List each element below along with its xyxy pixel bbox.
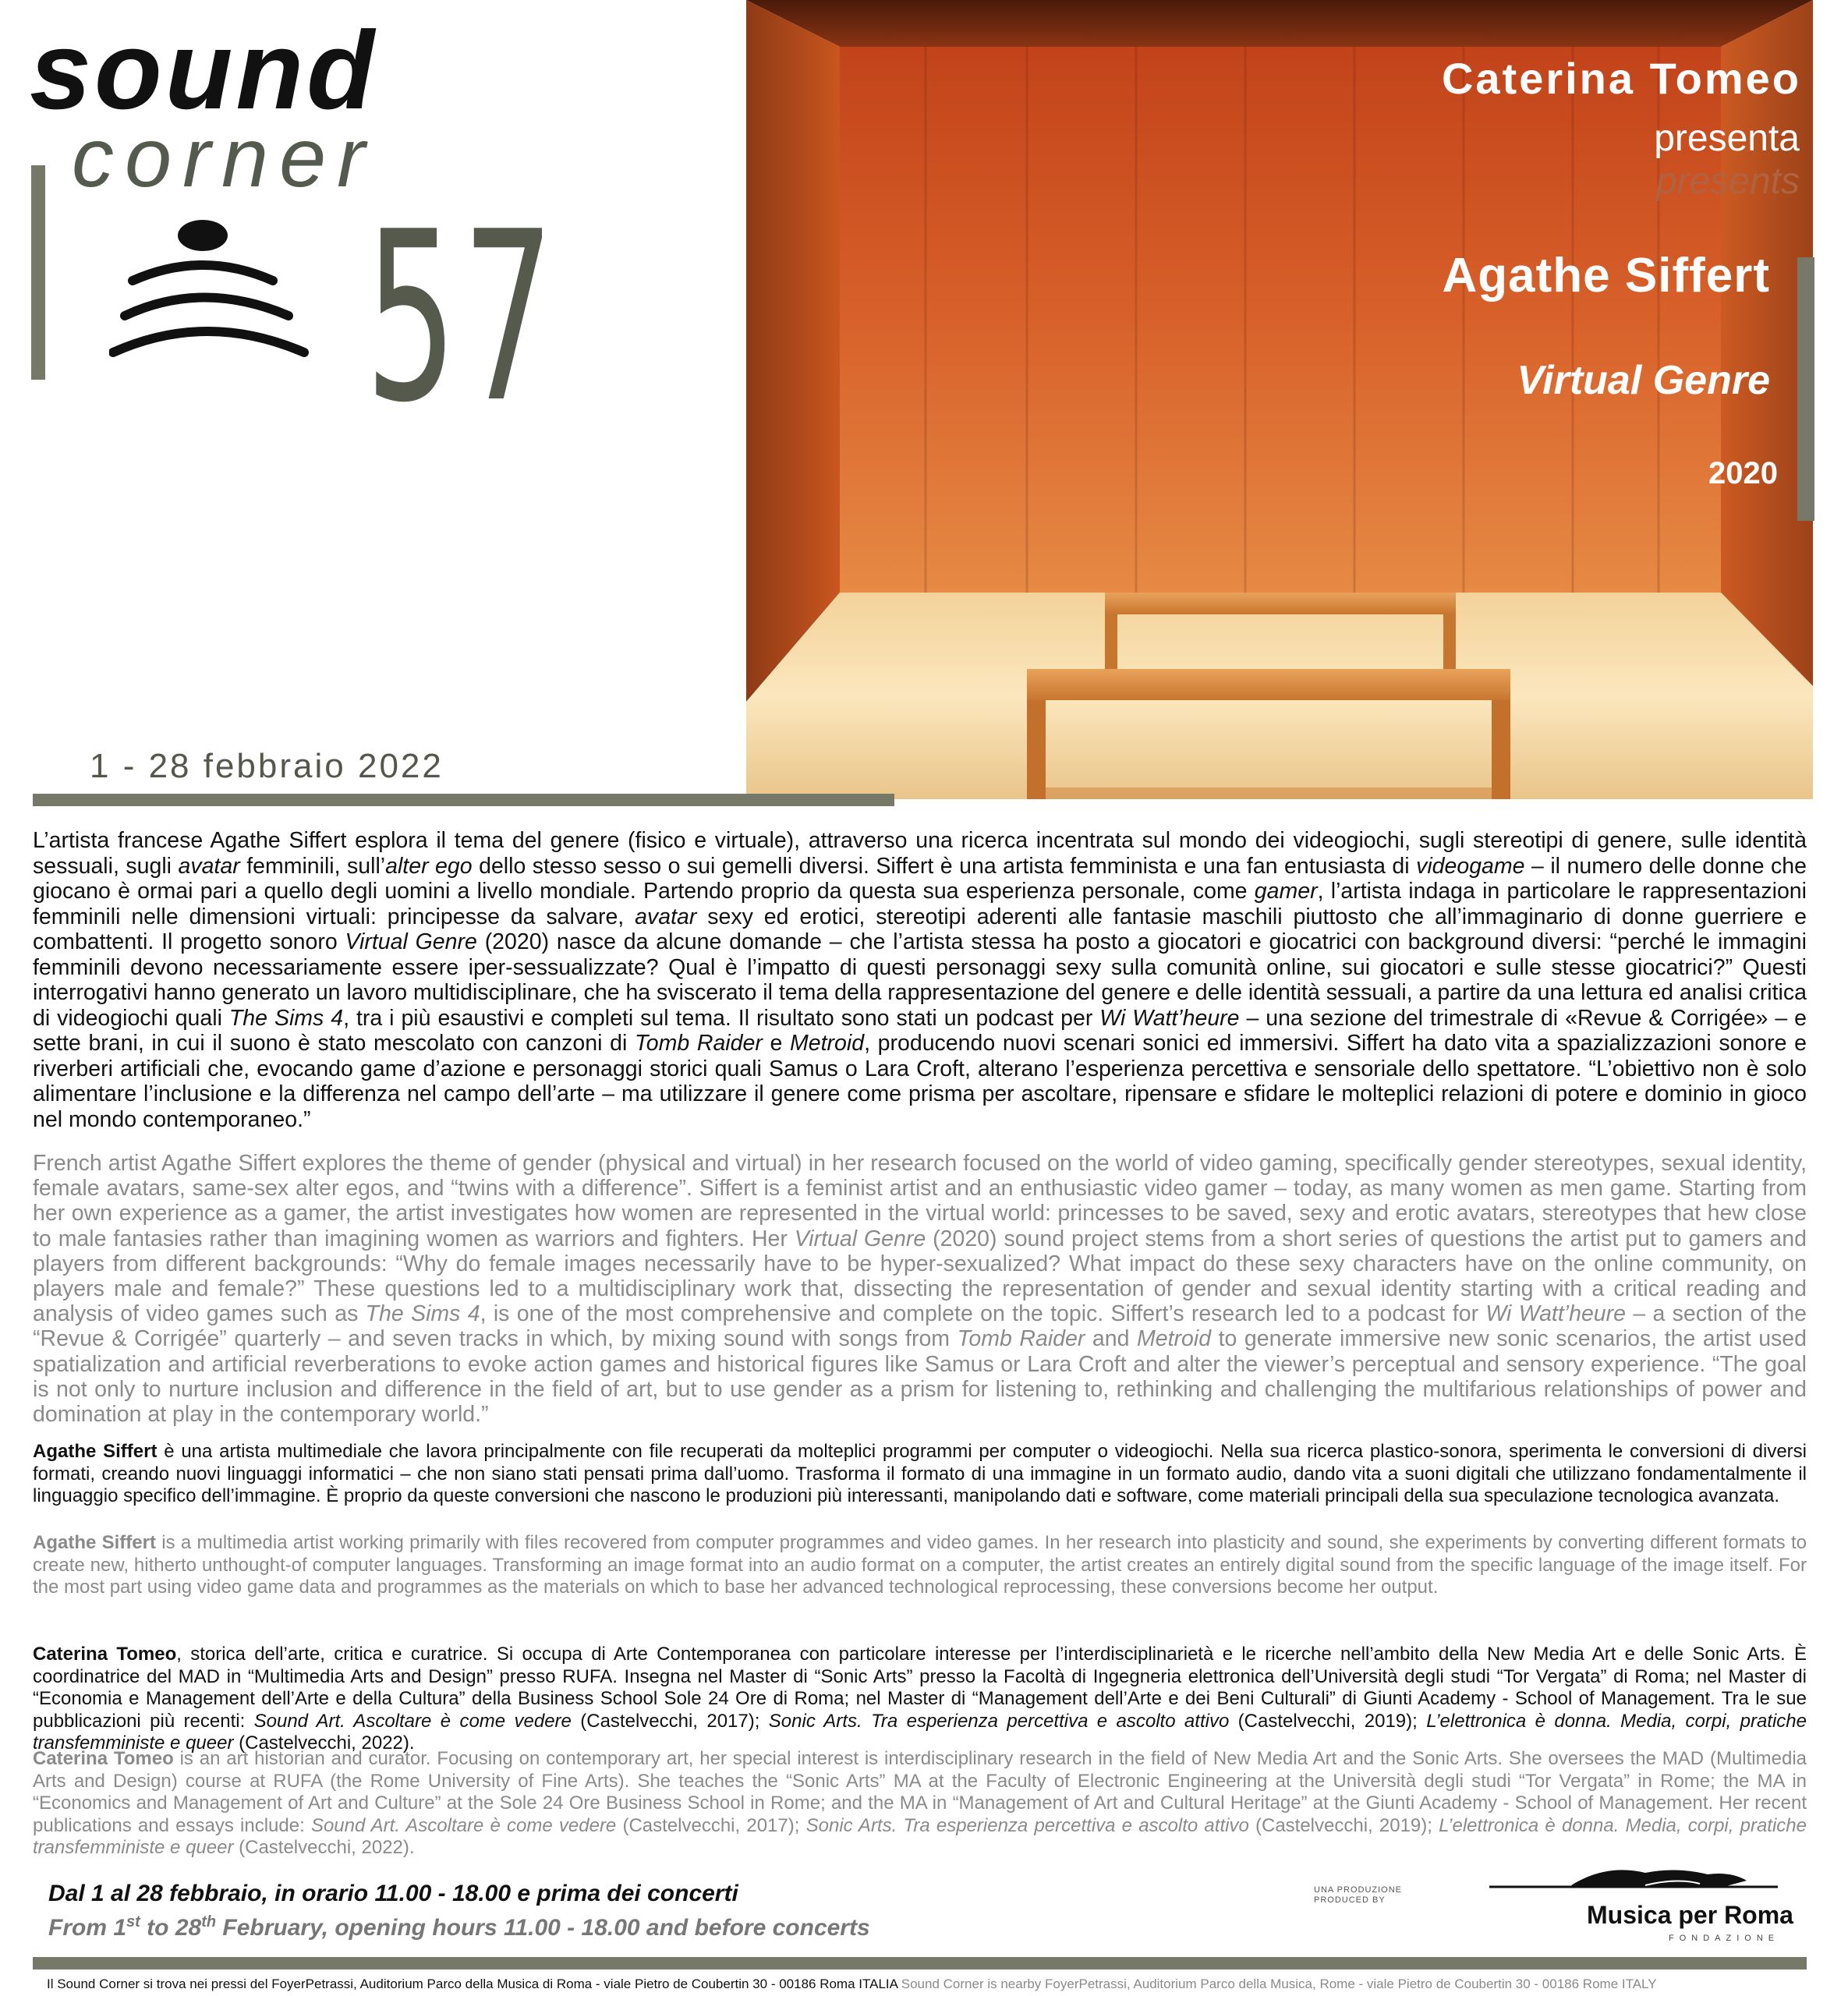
- presenta-label: presenta: [1654, 118, 1800, 159]
- footer-divider: [33, 1957, 1807, 1969]
- side-accent-bar: [1797, 257, 1814, 521]
- exhibition-dates: 1 - 28 febbraio 2022: [90, 747, 444, 785]
- production-label: UNA PRODUZIONE PRODUCED BY: [1314, 1885, 1403, 1905]
- logo-vertical-bar: [31, 165, 45, 380]
- description-english: French artist Agathe Siffert explores the theme of gender (physical and virtual) in her research focused on the world of video gaming, specifically gender stereotypes, sexual identity, female avatars, same-sex alter egos, and “twins with a difference”. Siffert is a feminist artist and an enthusiastic video gamer – today, as many women as men game. Starting from her own experience as a gamer, the artist investigates how women are represented in the virtual world: princesses to be saved, sexy and erotic avatars, stereotypes that hew close to male fantasies rather than imagining women as warriors and fighters. Her Virtual Genre (2020) sound project stems from a short series of questions the artist put to gamers and players from different backgrounds: “Why do female images necessarily have to be hyper-sexualized? What impact do these sexy characters have on the online community, on players male and female?” These questions led to a multidisciplinary work that, dissecting the representation of gender and sexual identity starting with a critical reading and analysis of video games such as The Sims 4, is one of the most comprehensive and complete on the topic. Siffert’s research led to a podcast for Wi Watt’heure – a section of the “Revue & Corrigée” quarterly – and seven tracks in which, by mixing sound with songs from Tomb Raider and Metroid to generate immersive new sonic scenarios, the artist used spatialization and artificial reverberations to evoke action games and historical figures like Samus or Lara Croft and alter the viewer’s perceptual and sensory experience. “The goal is not only to nurture inclusion and difference in the field of art, but to use gender as a prism for listening to, rethinking and challenging the multifarious relationships of power and domination at play in the contemporary world.”: [33, 1151, 1807, 1428]
- opening-hours-italian: Dal 1 al 28 febbraio, in orario 11.00 - 18.00 e prima dei concerti: [48, 1881, 738, 1906]
- venue-address-english: Sound Corner is nearby FoyerPetrassi, Auditorium Parco della Musica, Rome - viale Pietro de Coubertin 30 - 00186 Rome ITALY: [901, 1977, 1657, 1991]
- producer-name: Musica per Roma: [1587, 1901, 1793, 1929]
- description-italian: L’artista francese Agathe Siffert esplora il tema del genere (fisico e virtuale), attraverso una ricerca incentrata sul mondo dei videogiochi, sugli stereotipi di genere, sulle identità sessuali, sugli avatar femminili, sull’alter ego dello stesso sesso o sui gemelli diversi. Siffert è una artista femminista e una fan entusiasta di videogame – il numero delle donne che giocano è ormai pari a quello degli uomini a livello mondiale. Partendo proprio da questa sua esperienza personale, come gamer, l’artista indaga in particolare le rappresentazioni femminili nelle dimensioni virtuali: principesse da salvare, avatar sexy ed erotici, stereotipi aderenti alle fantasie maschili piuttosto che all’immaginario di donne guerriere e combattenti. Il progetto sonoro Virtual Genre (2020) nasce da alcune domande – che l’artista stessa ha posto a giocatori e giocatrici con background diversi: “perché le immagini femminili devono necessariamente essere iper-sessualizzate? Qual è l’impatto di questi personaggi sexy sulla comunità online, sui giocatori e sulle stesse giocatrici?” Questi interrogativi hanno generato un lavoro multidisciplinare, che ha sviscerato il tema della rappresentazione del genere e delle identità sessuali, a partire da una lettura ed analisi critica di videogiochi quali The Sims 4, tra i più esaustivi e completi sul tema. Il risultato sono stati un podcast per Wi Watt’heure – una sezione del trimestrale di «Revue & Corrigée» – e sette brani, in cui il suono è stato mescolato con canzoni di Tomb Raider e Metroid, producendo nuovi scenari sonici ed immersivi. Siffert ha dato vita a spazializzazioni sonore e riverberi artificiali che, evocando game d’azione e personaggi storici quali Samus o Lara Croft, alterano l’esperienza percettiva e sensoriale dello spettatore. “L’obiettivo non è solo alimentare l’inclusione e la differenza nel campo dell’arte – ma utilizzare il genere come prisma per ascoltare, ripensare e sfidare le molteplici relazioni di potere e dominio in gioco nel mondo contemporaneo.”: [33, 828, 1807, 1132]
- venue-address-italian: Il Sound Corner si trova nei pressi del FoyerPetrassi, Auditorium Parco della Musica di Roma - viale Pietro de Coubertin 30 - 00186 Roma ITALIA: [47, 1977, 898, 1991]
- producer-subtitle: FONDAZIONE: [1669, 1934, 1780, 1943]
- venue-address: [47, 1977, 1657, 1992]
- logo-corner-text: corner: [72, 110, 377, 204]
- artist-bio-english: Agathe Siffert is a multimedia artist working primarily with files recovered from computer programmes and video games. In her research into plasticity and sound, she experiments by converting different formats to create new, hitherto unthought-of computer languages. Transforming an image format into an audio format on a computer, the artist creates an entirely digital sound from the specific language of the image itself. For the most part using video game data and programmes as the materials on which to base her advanced technological reprocessing, these conversions become her output.: [33, 1532, 1807, 1598]
- presents-label: presents: [1655, 161, 1800, 202]
- curator-bio-name: Caterina Tomeo: [33, 1644, 177, 1665]
- artist-bio-name: Agathe Siffert: [33, 1441, 158, 1462]
- artist-bio-italian: Agathe Siffert è una artista multimediale che lavora principalmente con file recuperati da molteplici programmi per computer o videogiochi. Nella sua ricerca plastico-sonora, sperimenta le conversioni di diversi formati, creando nuovi linguaggi informatici – che non siano stati pensati prima dall’uomo. Trasforma il formato di una immagine in un formato audio, dando vita a suoni digitali che utilizzano fondamentalmente il linguaggio specifico dell’immagine. È proprio da queste conversioni che nascono le produzioni più interessanti, manipolando dati e software, come materiali principali della sua speculazione tecnologica avanzata.: [33, 1441, 1807, 1506]
- curator-bio-name-en: Caterina Tomeo: [33, 1748, 174, 1769]
- edition-number: 57: [365, 182, 560, 454]
- date-divider: [33, 794, 894, 806]
- logo-sound-text: sound: [30, 9, 377, 133]
- curator-bio-italian: Caterina Tomeo, storica dell’arte, critica e curatrice. Si occupa di Arte Contemporanea con particolare interesse per l’interdisciplinarietà e le ricerche nell’ambito della New Media Art e delle Sonic Arts. È coordinatrice del MAD in “Multimedia Arts and Design” presso RUFA. Insegna nel Master di “Sonic Arts” presso la Facoltà di Ingegneria elettronica dell’Università degli studi “Tor Vergata” di Roma; nel Master di “Economia e Management dell’Arte e della Cultura” della Business School Sole 24 Ore di Roma; nel Master di “Management dell’Arte e dei Beni Culturali” di Giunti Academy - School of Management. Tra le sue pubblicazioni più recenti: Sound Art. Ascoltare è come vedere (Castelvecchi, 2017); Sonic Arts. Tra esperienza percettiva e ascolto attivo (Castelvecchi, 2019); L’elettronica è donna. Media, corpi, pratiche transfemministe e queer (Castelvecchi, 2022).: [33, 1644, 1807, 1754]
- curator-name: Caterina Tomeo: [1441, 54, 1801, 103]
- artist-name: Agathe Siffert: [1442, 249, 1770, 303]
- curator-bio-english: Caterina Tomeo is an art historian and curator. Focusing on contemporary art, her special interest is interdisciplinary research in the field of New Media Art and the Sonic Arts. She oversees the MAD (Multimedia Arts and Design) course at RUFA (the Rome University of Fine Arts). She teaches the “Sonic Arts” MA at the Faculty of Electronic Engineering at the Università degli studi “Tor Vergata” in Rome; the MA in “Economics and Management of Art and Culture” at the Sole 24 Ore Business School in Rome; and the MA in “Management of Art and Cultural Heritage” at the Giunti Academy - School of Management. Her recent publications and essays include: Sound Art. Ascoltare è come vedere (Castelvecchi, 2017); Sonic Arts. Tra esperienza percettiva e ascolto attivo (Castelvecchi, 2019); L’elettronica è donna. Media, corpi, pratiche transfemministe e queer (Castelvecchi, 2022).: [33, 1748, 1807, 1858]
- work-title: Virtual Genre: [1517, 358, 1770, 403]
- work-year: 2020: [1708, 456, 1778, 490]
- artist-bio-name-en: Agathe Siffert: [33, 1532, 156, 1553]
- opening-hours-english: From 1st to 28th February, opening hours 11.00 - 18.00 and before concerts: [48, 1913, 870, 1941]
- sound-waves-icon: [109, 218, 320, 382]
